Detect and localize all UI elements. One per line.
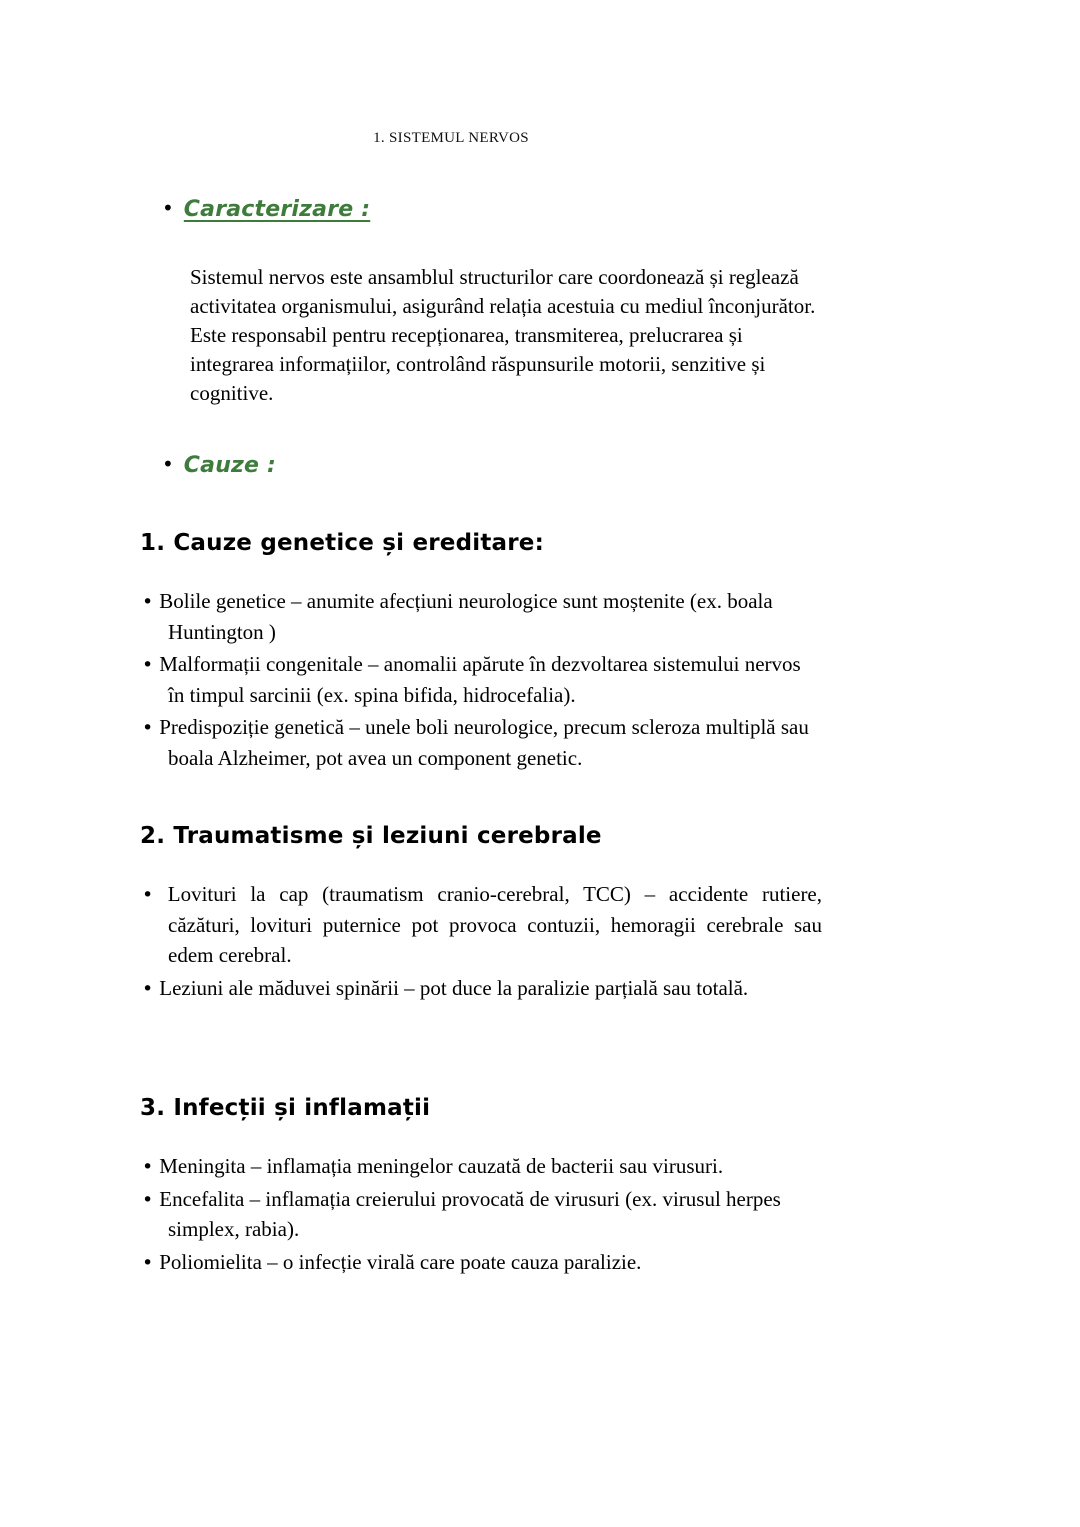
cauze-heading-row	[162, 451, 822, 481]
list-item: • Bolile genetice – anumite afecțiuni neurologice sunt moștenite (ex. boala Huntington )	[140, 586, 822, 647]
list-item: • Poliomielita – o infecție virală care poate cauza paralizie.	[140, 1247, 822, 1278]
caracterizare-heading-row	[162, 195, 822, 225]
list-item: • Lovituri la cap (traumatism cranio-cerebral, TCC) – accidente rutiere, căzături, lovituri puternice pot provoca contuzii, hemoragii cerebrale sau edem cerebral.	[140, 879, 822, 970]
bullet-dot-icon: •	[162, 196, 174, 220]
bullet-dot-icon: •	[162, 451, 174, 476]
section-3-heading: 3. Infecții și inflamații	[140, 1095, 431, 1122]
document-header-title: 1. SISTEMUL NERVOS	[373, 130, 529, 146]
section-2-list	[140, 879, 822, 1003]
list-item: • Encefalita – inflamația creierului provocată de virusuri (ex. virusul herpes simplex, rabia).	[140, 1184, 822, 1245]
list-item: • Meningita – inflamația meningelor cauzată de bacterii sau virusuri.	[140, 1151, 822, 1182]
cauze-heading: Cauze :	[183, 452, 277, 478]
list-item: • Leziuni ale măduvei spinării – pot duce la paralizie parțială sau totală.	[140, 973, 822, 1004]
list-item: • Malformații congenitale – anomalii apărute în dezvoltarea sistemului nervos în timpul sarcinii (ex. spina bifida, hidrocefalia).	[140, 649, 822, 710]
section-1-list	[140, 586, 822, 773]
section-3-list	[140, 1151, 822, 1277]
caracterizare-paragraph: Sistemul nervos este ansamblul structurilor care coordonează și reglează activitatea organismului, asigurând relația acestuia cu mediul înconjurător. Este responsabil pentru recepționarea, transmiterea, prelucrarea și integrarea informațiilor, controlând răspunsurile motorii, senzitive și cognitive.	[190, 264, 816, 406]
caracterizare-heading: Caracterizare :	[183, 197, 371, 222]
list-item: • Predispoziție genetică – unele boli neurologice, precum scleroza multiplă sau boala Alzheimer, pot avea un component genetic.	[140, 712, 822, 773]
section-1-heading: 1. Cauze genetice și ereditare:	[140, 530, 544, 557]
section-2-heading: 2. Traumatisme și leziuni cerebrale	[140, 823, 602, 850]
